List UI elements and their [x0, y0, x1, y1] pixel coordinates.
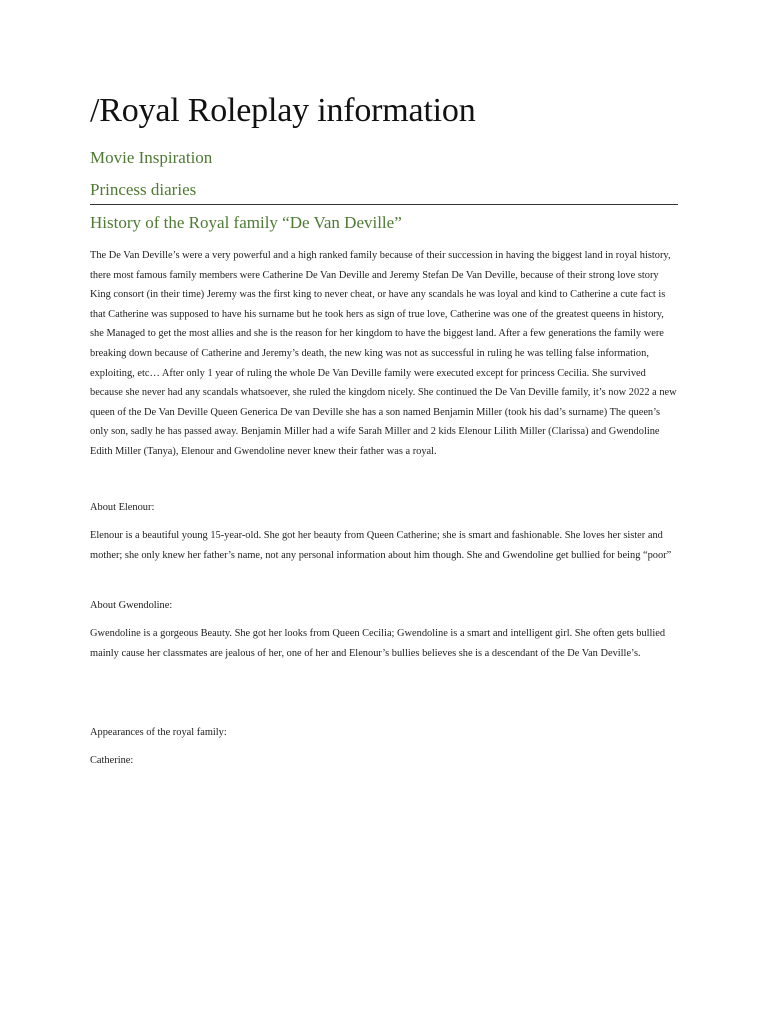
- label-about-gwendoline: About Gwendoline:: [90, 600, 173, 611]
- page-title: /Royal Roleplay information: [90, 92, 476, 129]
- paragraph-history: The De Van Deville’s were a very powerful and a high ranked family because of their succession in having the biggest land in royal history, there most famous family members were Catherine De Van Deville and Jeremy Stefan De Van Deville, because of their strong love story King consort (in their time) Jeremy was the first king to never cheat, or have any scandals he was loyal and kind to Catherine a cute fact is that Catherine was supposed to have his surname but he took hers as sign of true love, Catherine was one of the greatest queens in history, she Managed to get the most allies and she is the reason for her kingdom to have the biggest land. After a few generations the family were breaking down because of Catherine and Jeremy’s death, the new king was not as successful in ruling he was telling false information, exploiting, etc… After only 1 year of ruling the whole De Van Deville family were executed except for princess Cecilia. She survived because she never had any scandals whatsoever, she ruled the kingdom nicely. She continued the De Van Deville family, it’s now 2022 a new queen of the De Van Deville Queen Generica De van Deville she has a son named Benjamin Miller (took his dad’s surname) The queen’s only son, sadly he has passed away. Benjamin Miller had a wife Sarah Miller and 2 kids Elenour Lilith Miller (Clarissa) and Gwendoline Edith Miller (Tanya), Elenour and Gwendoline never knew their father was a royal.: [90, 250, 677, 457]
- paragraph-about-gwendoline: Gwendoline is a gorgeous Beauty. She got her looks from Queen Cecilia; Gwendoline is a smart and intelligent girl. She often gets bullied mainly cause her classmates are jealous of her, one of her and Elenour’s bullies believes she is a descendant of the De Van Deville’s.: [90, 628, 666, 659]
- label-appearances: Appearances of the royal family:: [90, 727, 227, 738]
- heading-movie-inspiration: Movie Inspiration: [90, 148, 213, 167]
- horizontal-divider: [90, 204, 678, 205]
- label-about-elenour: About Elenour:: [90, 502, 155, 513]
- heading-history: History of the Royal family “De Van Deville”: [90, 213, 402, 232]
- paragraph-about-elenour: Elenour is a beautiful young 15-year-old. She got her beauty from Queen Catherine; she is smart and fashionable. She loves her sister and mother; she only knew her father’s name, not any personal information about him though. She and Gwendoline get bullied for being “poor”: [90, 530, 672, 561]
- label-catherine: Catherine:: [90, 755, 134, 766]
- heading-princess-diaries: Princess diaries: [90, 180, 197, 199]
